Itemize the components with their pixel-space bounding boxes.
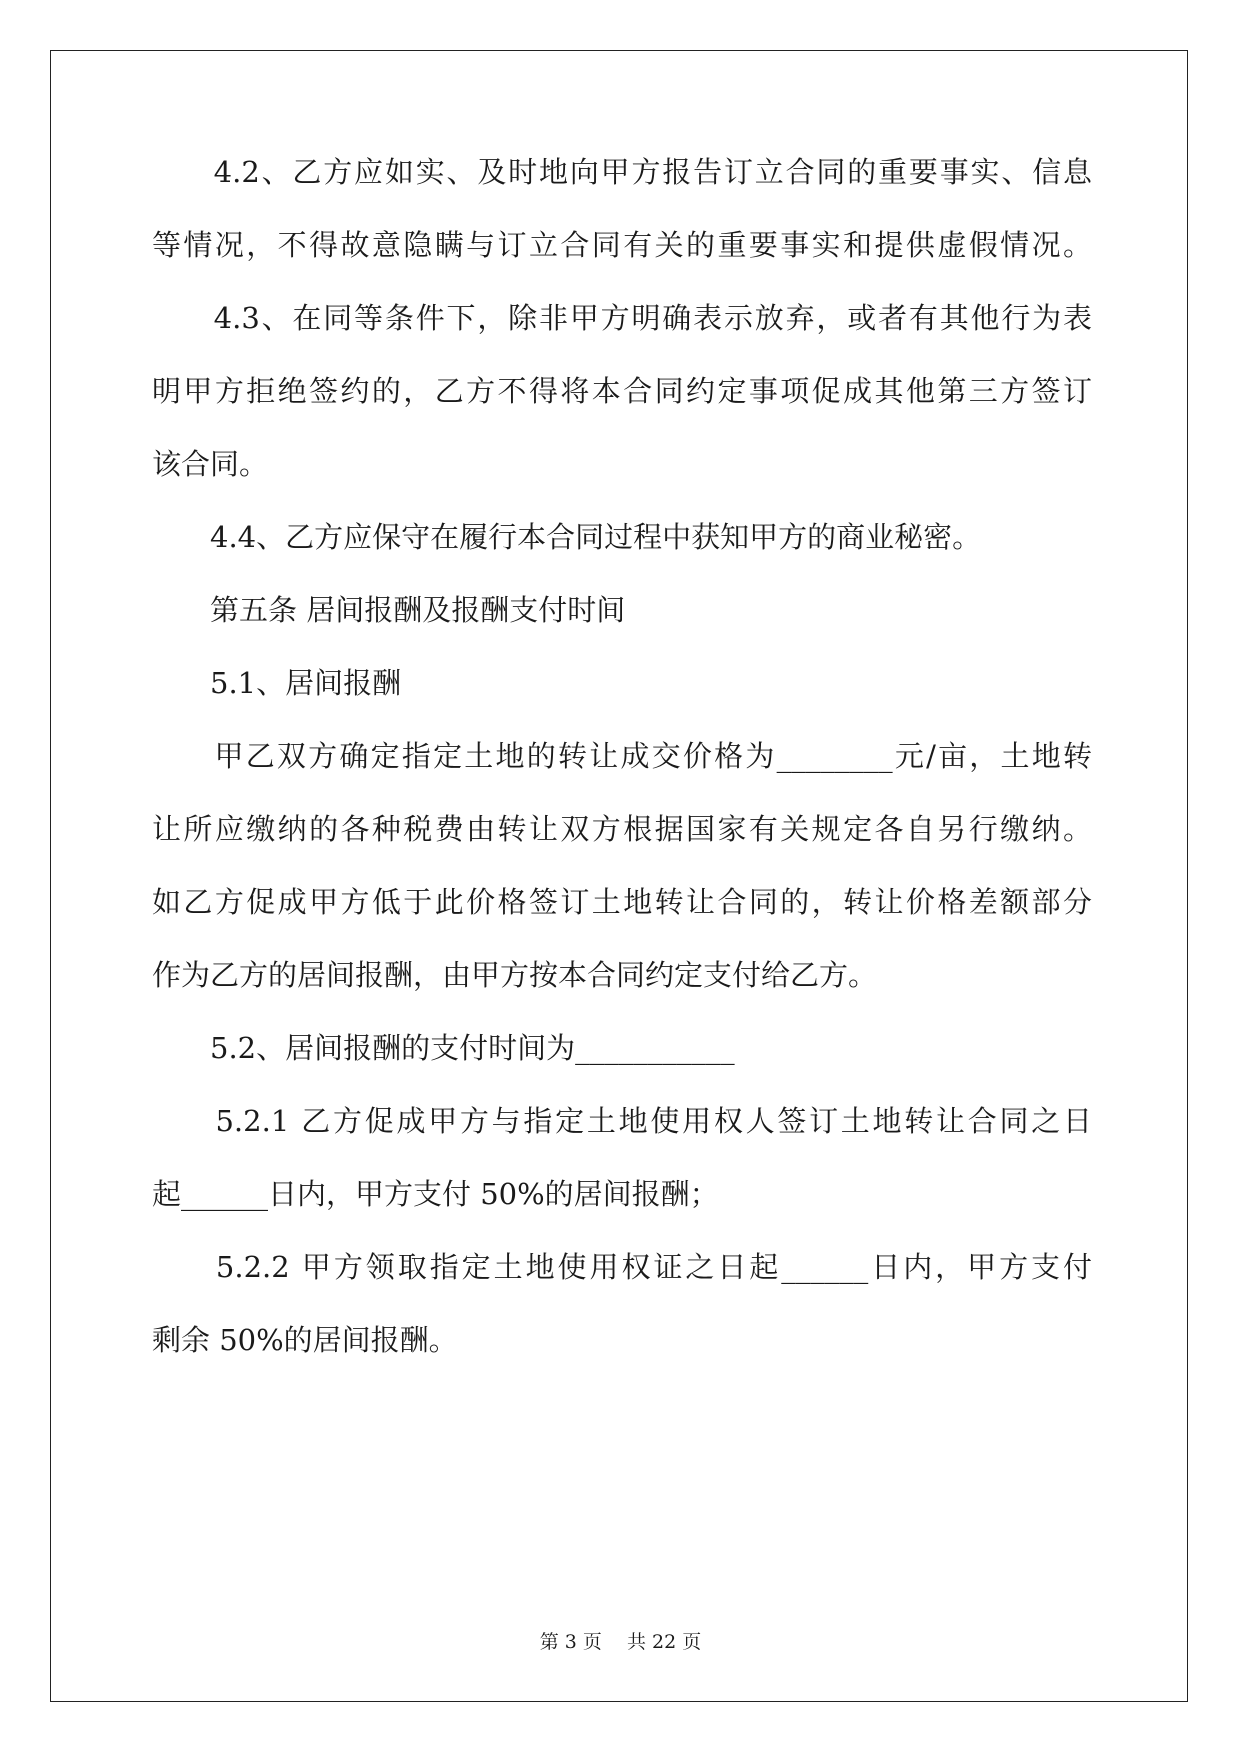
section-heading: 第五条 居间报酬及报酬支付时间 bbox=[152, 593, 626, 627]
text-line: 明甲方拒绝签约的，乙方不得将本合同约定事项促成其他第三方签订 bbox=[152, 374, 1092, 408]
text-line: 作为乙方的居间报酬，由甲方按本合同约定支付给乙方。 bbox=[152, 958, 878, 992]
text-line: 让所应缴纳的各种税费由转让双方根据国家有关规定各自另行缴纳。 bbox=[152, 812, 1092, 846]
text-line: 4.4、乙方应保守在履行本合同过程中获知甲方的商业秘密。 bbox=[152, 520, 982, 554]
text-line: 如乙方促成甲方低于此价格签订土地转让合同的，转让价格差额部分 bbox=[152, 885, 1092, 919]
text-line: 5.1、居间报酬 bbox=[152, 666, 402, 700]
text-line: 等情况，不得故意隐瞒与订立合同有关的重要事实和提供虚假情况。 bbox=[152, 228, 1092, 262]
page-number: 第 3 页 共 22 页 bbox=[539, 1631, 702, 1653]
text-line: 5.2.1 乙方促成甲方与指定土地使用权人签订土地转让合同之日 bbox=[152, 1104, 1092, 1138]
text-line: 剩余 50%的居间报酬。 bbox=[152, 1323, 458, 1357]
text-line: 4.3、在同等条件下，除非甲方明确表示放弃，或者有其他行为表 bbox=[152, 301, 1092, 335]
text-line: 5.2.2 甲方领取指定土地使用权证之日起______日内，甲方支付 bbox=[152, 1250, 1092, 1284]
page-footer bbox=[0, 1630, 1241, 1654]
text-line: 4.2、乙方应如实、及时地向甲方报告订立合同的重要事实、信息 bbox=[152, 155, 1092, 189]
text-line: 起______日内，甲方支付 50%的居间报酬； bbox=[152, 1177, 719, 1211]
text-line: 5.2、居间报酬的支付时间为___________ bbox=[152, 1031, 735, 1065]
text-line: 该合同。 bbox=[152, 447, 269, 481]
text-line: 甲乙双方确定指定土地的转让成交价格为________元/亩，土地转 bbox=[152, 739, 1092, 773]
